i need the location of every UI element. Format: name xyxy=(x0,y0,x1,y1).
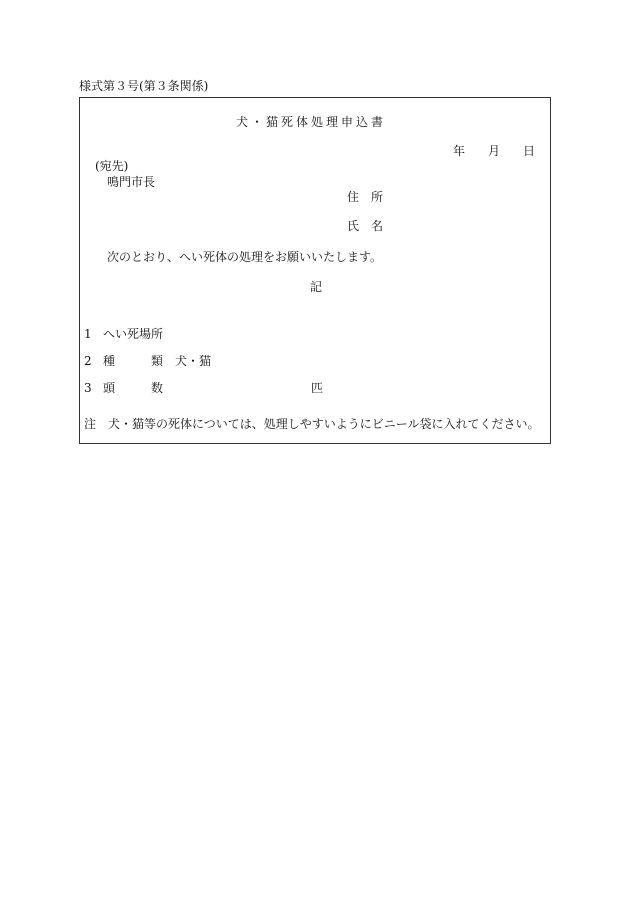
request-text: 次のとおり、へい死体の処理をお願いいたします。 xyxy=(107,250,383,264)
date-day-label: 日 xyxy=(523,144,536,158)
item-kind-label: 種 類 xyxy=(103,354,164,368)
item-count-label: 頭 数 xyxy=(103,381,164,395)
applicant-name-label: 氏 名 xyxy=(347,219,384,233)
date-year-label: 年 xyxy=(453,144,466,158)
item-count-number: 3 xyxy=(84,381,92,395)
addressee-name: 鳴門市長 xyxy=(107,175,156,189)
addressee-label: (宛先) xyxy=(95,159,129,173)
form-title: 犬・猫死体処理申込書 xyxy=(236,115,387,129)
date-month-label: 月 xyxy=(488,144,501,158)
note-text: 注 犬・猫等の死体については、処理しやすいようにビニール袋に入れてください。 xyxy=(84,417,540,431)
item-count-unit: 匹 xyxy=(311,381,324,395)
ki-label: 記 xyxy=(310,280,323,294)
form-number: 様式第３号(第３条関係) xyxy=(79,79,209,93)
item-place-label: へい死場所 xyxy=(103,327,164,341)
applicant-address-label: 住 所 xyxy=(347,190,384,204)
item-kind-value: 犬・猫 xyxy=(175,354,212,368)
item-place-number: 1 xyxy=(84,327,92,341)
item-kind-number: 2 xyxy=(84,354,92,368)
